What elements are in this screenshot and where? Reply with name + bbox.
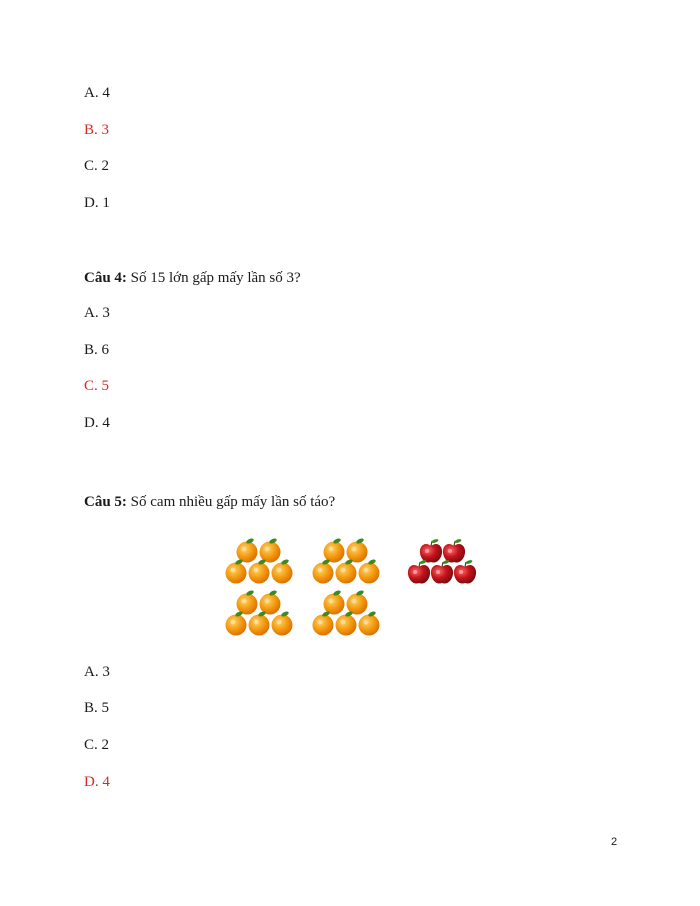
- q5-option-a: A. 3: [84, 664, 110, 680]
- q5-text: Số cam nhiều gấp mấy lần số táo?: [130, 494, 336, 510]
- q4-number: Câu 4:: [84, 270, 127, 286]
- orange-group-2: [313, 537, 380, 583]
- page-number: 2: [611, 836, 618, 848]
- orange-group-4: [313, 589, 380, 635]
- q5-number: Câu 5:: [84, 494, 127, 510]
- q4-option-a: A. 3: [84, 305, 110, 321]
- q5-option-c: C. 2: [84, 737, 110, 753]
- q3-option-a: A. 4: [84, 85, 110, 101]
- q3-option-c: C. 2: [84, 158, 110, 174]
- orange-group-3: [226, 589, 293, 635]
- q5-option-b: B. 5: [84, 700, 110, 716]
- q5-question: [84, 493, 335, 511]
- fruit-illustration: [222, 534, 482, 642]
- apple-group: [408, 538, 476, 583]
- q5-option-d-correct: D. 4: [84, 774, 110, 790]
- orange-group-1: [226, 537, 293, 583]
- q4-option-c-correct: C. 5: [84, 378, 110, 394]
- q3-option-b-correct: B. 3: [84, 122, 110, 138]
- q4-question: [84, 269, 301, 287]
- q3-option-d: D. 1: [84, 195, 110, 211]
- q4-option-b: B. 6: [84, 342, 110, 358]
- q4-text: Số 15 lớn gấp mấy lần số 3?: [130, 270, 301, 286]
- q4-option-d: D. 4: [84, 415, 110, 431]
